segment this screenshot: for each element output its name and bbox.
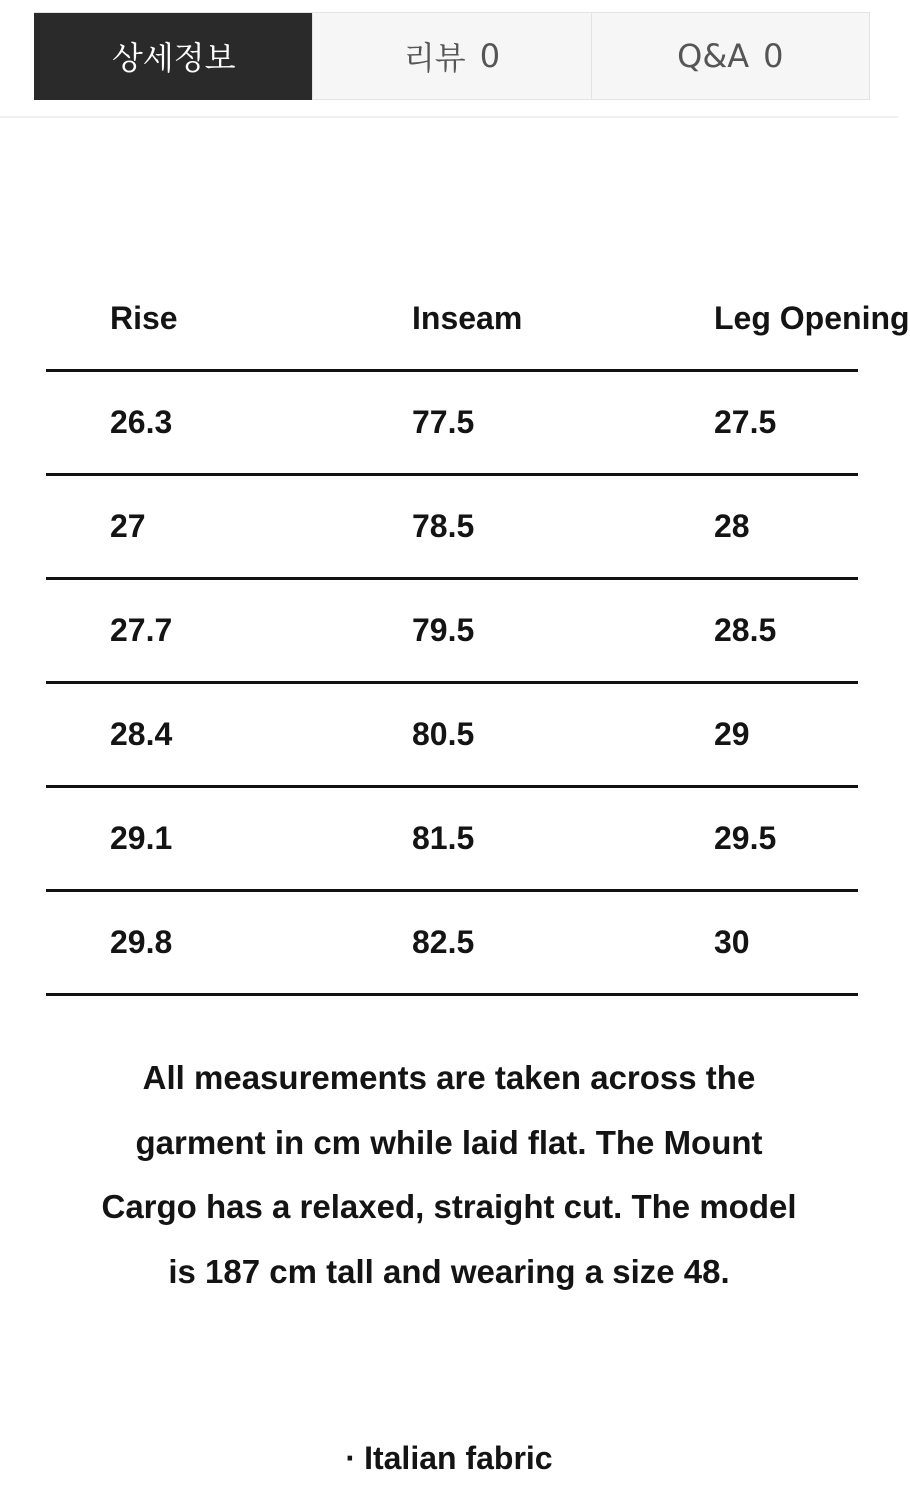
cell-leg-opening: 28 [714,508,750,544]
cell-rise: 27.7 [110,612,173,648]
bullet-dot: · [345,1440,357,1476]
cell-leg-opening: 28.5 [714,612,777,648]
cell-inseam: 79.5 [412,612,475,648]
measurement-note-line: is 187 cm tall and wearing a size 48. [168,1252,730,1290]
cell-leg-opening: 30 [714,924,750,960]
header-inseam: Inseam [412,300,523,336]
measurement-note-line: Cargo has a relaxed, straight cut. The model [101,1188,797,1225]
measurement-note-line: All measurements are taken across the [142,1059,756,1096]
header-rise: Rise [110,300,178,336]
tab-reviews-label: 리뷰 [403,39,466,77]
tab-details-label: 상세정보 [111,39,236,77]
tab-divider [0,116,898,118]
table-row [46,372,858,476]
cell-inseam: 81.5 [412,820,475,856]
table-row [46,892,858,996]
cell-inseam: 80.5 [412,716,475,752]
table-row [46,476,858,580]
cell-rise: 27 [110,508,146,544]
cell-leg-opening: 29 [714,716,750,752]
tab-qna-label: Q&A [677,37,750,75]
tab-qna[interactable] [591,13,869,100]
feature-item [0,1440,898,1477]
detail-tabs [34,12,870,100]
feature-text: Italian fabric [364,1440,553,1476]
size-table [46,268,910,996]
tab-qna-count: 0 [763,37,784,75]
table-row [46,788,858,892]
measurement-note-line: garment in cm while laid flat. The Mount [135,1123,763,1161]
table-row [46,580,858,684]
header-leg-opening: Leg Opening [714,300,910,336]
cell-rise: 29.8 [110,924,173,960]
cell-rise: 26.3 [110,404,173,440]
table-row [46,684,858,788]
measurement-note [40,1046,858,1304]
cell-rise: 28.4 [110,716,173,752]
tab-reviews-count: 0 [479,37,501,75]
cell-leg-opening: 27.5 [714,404,777,440]
cell-rise: 29.1 [110,820,173,856]
table-header-row [46,268,910,372]
cell-inseam: 78.5 [412,508,475,544]
tab-details[interactable] [34,13,312,100]
cell-leg-opening: 29.5 [714,820,777,856]
cell-inseam: 82.5 [412,924,475,960]
tab-reviews[interactable] [312,13,590,100]
cell-inseam: 77.5 [412,404,475,440]
